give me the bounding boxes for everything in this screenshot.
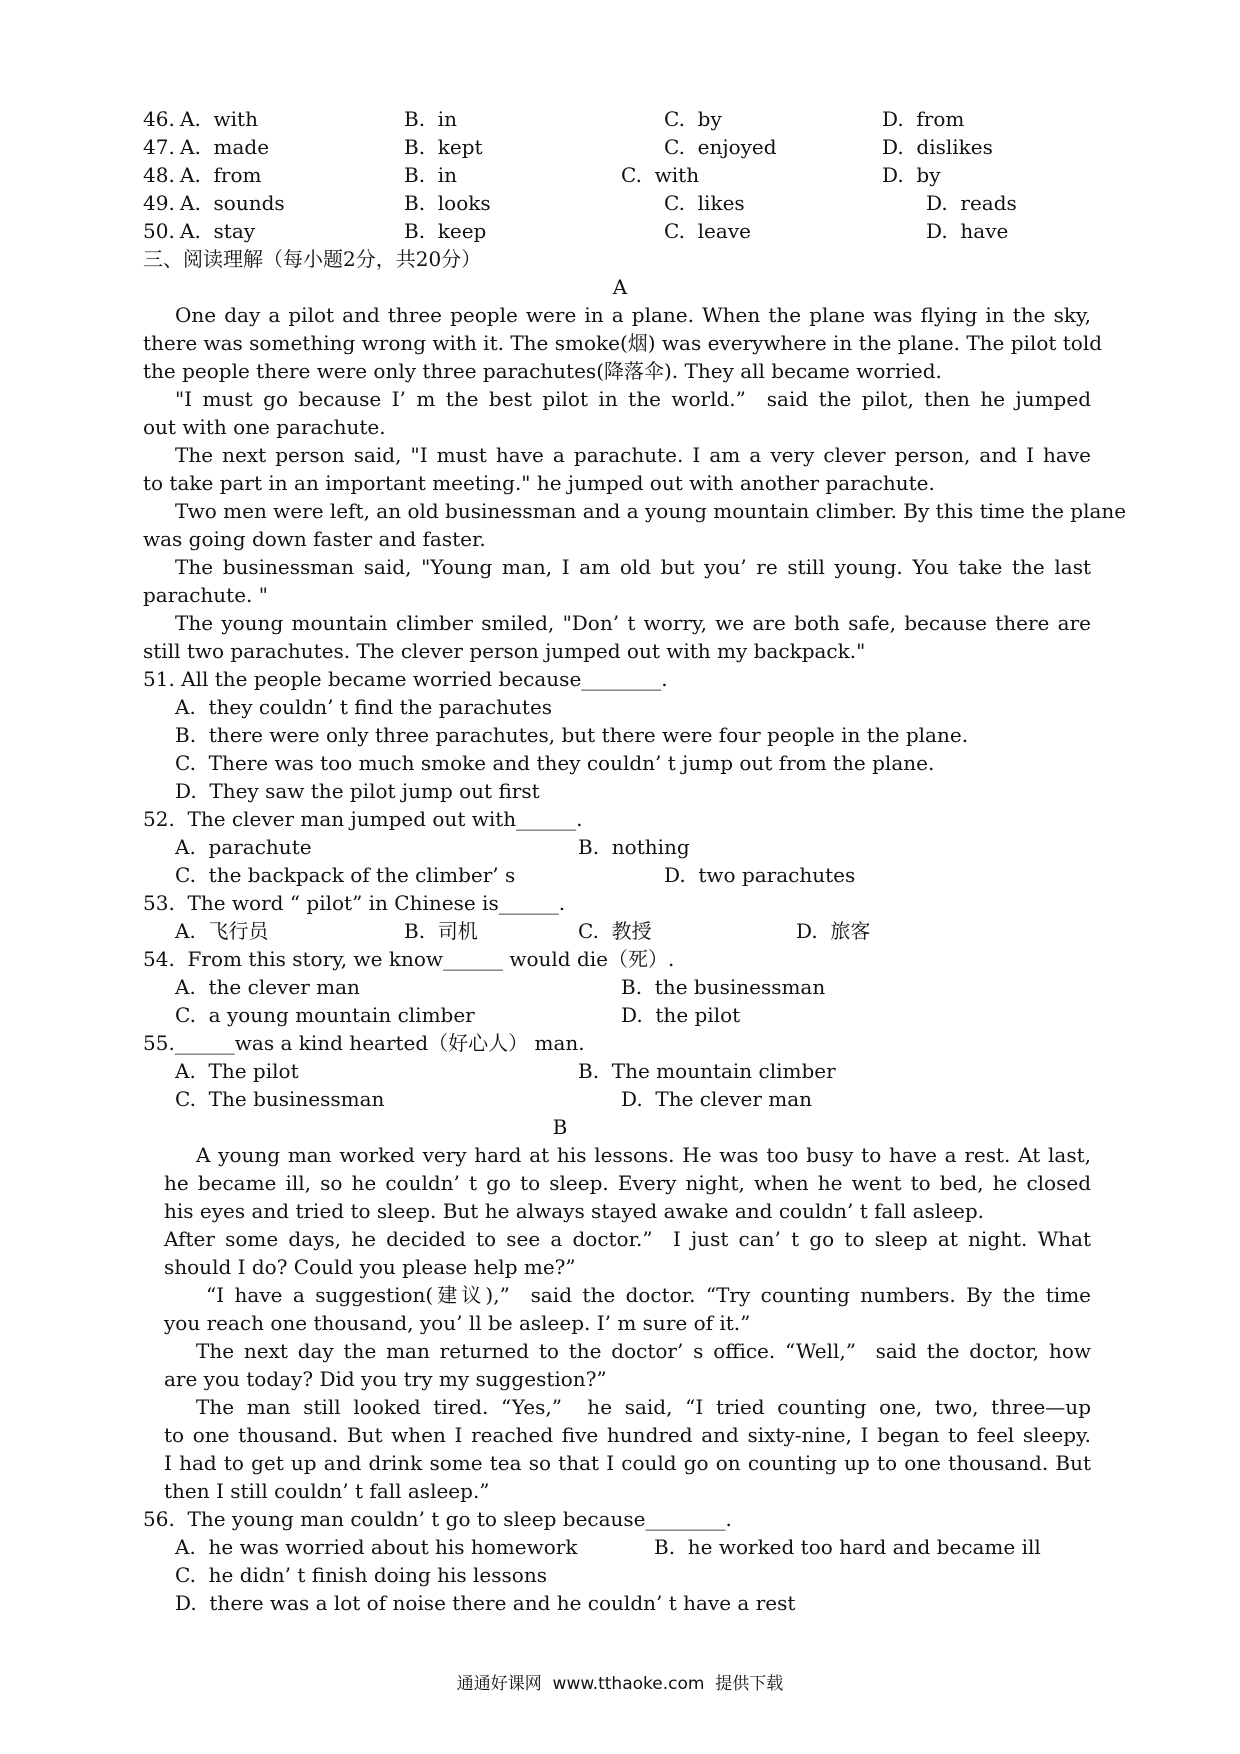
question-number: 49. <box>143 191 175 215</box>
option-a: A. made <box>180 135 270 159</box>
option-d: D. reads <box>926 191 1017 215</box>
passage-a-line: Two men were left, an old businessman and a young mountain climber. By this time the plane <box>175 499 1127 523</box>
option-d: D. by <box>882 163 941 187</box>
option-c: C. a young mountain climber <box>175 1003 475 1027</box>
option-row <box>0 1085 1240 1113</box>
passage-a-line: was going down faster and faster. <box>143 527 486 551</box>
passage-b-line: he became ill, so he couldn’ t go to sleep. Every night, when he went to bed, he closed <box>164 1171 1091 1195</box>
option-row <box>0 917 1240 945</box>
option-b: B. he worked too hard and became ill <box>654 1535 1041 1559</box>
option-a: A. he was worried about his homework <box>175 1535 578 1559</box>
question-number: 47. <box>143 135 175 159</box>
option-b: B. 司机 <box>404 919 478 943</box>
passage-b-line: A young man worked very hard at his lessons. He was too busy to have a rest. At last, <box>196 1143 1091 1167</box>
option-row <box>0 833 1240 861</box>
option-b: B. in <box>404 107 458 131</box>
option-d: D. They saw the pilot jump out first <box>175 779 540 803</box>
passage-b-line: The next day the man returned to the doctor’ s office. “Well,” said the doctor, how <box>196 1339 1091 1363</box>
passage-a-line: still two parachutes. The clever person jumped out with my backpack." <box>143 639 866 663</box>
option-a: A. stay <box>180 219 256 243</box>
passage-b-line: his eyes and tried to sleep. But he always stayed awake and couldn’ t fall asleep. <box>164 1199 985 1223</box>
option-d: D. dislikes <box>882 135 993 159</box>
option-a: A. the clever man <box>175 975 360 999</box>
option-c: C. 教授 <box>578 919 652 943</box>
passage-b-line: After some days, he decided to see a doctor.” I just can’ t go to sleep at night. What <box>164 1227 1091 1251</box>
option-c: C. leave <box>664 219 751 243</box>
question-stem: 51. All the people became worried because________. <box>143 667 668 691</box>
option-b: B. there were only three parachutes, but there were four people in the plane. <box>175 723 969 747</box>
cloze-option-row <box>0 161 1240 189</box>
passage-a-label: A <box>612 275 628 299</box>
question-number: 50. <box>143 219 175 243</box>
passage-b-line: should I do? Could you please help me?” <box>164 1255 576 1279</box>
question-stem: 56. The young man couldn’ t go to sleep because________. <box>143 1507 732 1531</box>
option-b: B. kept <box>404 135 483 159</box>
passage-a-line: to take part in an important meeting." he jumped out with another parachute. <box>143 471 935 495</box>
option-a: A. with <box>180 107 258 131</box>
passage-a-line: parachute. " <box>143 583 268 607</box>
option-d: D. there was a lot of noise there and he couldn’ t have a rest <box>175 1591 796 1615</box>
passage-a-line: there was something wrong with it. The smoke(烟) was everywhere in the plane. The pilot told <box>143 331 1103 355</box>
passage-a-line: The next person said, "I must have a parachute. I am a very clever person, and I have <box>175 443 1091 467</box>
passage-b-line: “I have a suggestion(建议),” said the doctor. “Try counting numbers. By the time <box>206 1283 1091 1307</box>
passage-a-line: out with one parachute. <box>143 415 386 439</box>
option-d: D. have <box>926 219 1009 243</box>
passage-b-line: The man still looked tired. “Yes,” he said, “I tried counting one, two, three—up <box>196 1395 1091 1419</box>
option-a: A. sounds <box>180 191 285 215</box>
option-b: B. the businessman <box>621 975 826 999</box>
passage-b-line: I had to get up and drink some tea so that I could go on counting up to one thousand. But <box>164 1451 1091 1475</box>
option-d: D. The clever man <box>621 1087 813 1111</box>
cloze-option-row <box>0 105 1240 133</box>
section-heading: 三、阅读理解（每小题2分，共20分） <box>143 247 482 271</box>
passage-a-line: The young mountain climber smiled, "Don’ t worry, we are both safe, because there are <box>175 611 1091 635</box>
passage-b-line: are you today? Did you try my suggestion?” <box>164 1367 607 1391</box>
option-c: C. the backpack of the climber’ s <box>175 863 516 887</box>
question-stem: 54. From this story, we know______ would die（死）. <box>143 947 675 971</box>
option-b: B. looks <box>404 191 491 215</box>
option-row <box>0 1057 1240 1085</box>
option-b: B. nothing <box>578 835 690 859</box>
question-number: 48. <box>143 163 175 187</box>
option-b: B. in <box>404 163 458 187</box>
option-a: A. 飞行员 <box>175 919 269 943</box>
cloze-option-row <box>0 217 1240 245</box>
option-row <box>0 973 1240 1001</box>
passage-a-line: "I must go because I’ m the best pilot in the world.” said the pilot, then he jumped <box>175 387 1091 411</box>
passage-a-line: the people there were only three parachutes(降落伞). They all became worried. <box>143 359 942 383</box>
cloze-option-row <box>0 133 1240 161</box>
option-c: C. by <box>664 107 722 131</box>
option-b: B. keep <box>404 219 487 243</box>
option-a: A. from <box>180 163 262 187</box>
option-c: C. with <box>621 163 700 187</box>
option-c: C. There was too much smoke and they couldn’ t jump out from the plane. <box>175 751 935 775</box>
option-d: D. the pilot <box>621 1003 741 1027</box>
option-row <box>0 1533 1240 1561</box>
option-d: D. from <box>882 107 965 131</box>
question-stem: 53. The word “ pilot” in Chinese is______. <box>143 891 566 915</box>
option-d: D. two parachutes <box>664 863 856 887</box>
passage-b-label: B <box>552 1115 568 1139</box>
question-stem: 55.______was a kind hearted（好心人） man. <box>143 1031 585 1055</box>
option-b: B. The mountain climber <box>578 1059 836 1083</box>
option-c: C. enjoyed <box>664 135 777 159</box>
question-number: 46. <box>143 107 175 131</box>
passage-b-line: to one thousand. But when I reached five hundred and sixty-nine, I began to feel sleepy. <box>164 1423 1091 1447</box>
option-c: C. likes <box>664 191 745 215</box>
option-row <box>0 1001 1240 1029</box>
option-c: C. he didn’ t finish doing his lessons <box>175 1563 547 1587</box>
passage-b-line: you reach one thousand, you’ ll be asleep. I’ m sure of it.” <box>164 1311 751 1335</box>
option-row <box>0 861 1240 889</box>
passage-a-line: The businessman said, "Young man, I am old but you’ re still young. You take the last <box>175 555 1091 579</box>
cloze-option-row <box>0 189 1240 217</box>
passage-b-line: then I still couldn’ t fall asleep.” <box>164 1479 490 1503</box>
option-c: C. The businessman <box>175 1087 385 1111</box>
option-a: A. they couldn’ t find the parachutes <box>175 695 553 719</box>
passage-a-line: One day a pilot and three people were in a plane. When the plane was flying in the sky, <box>175 303 1091 327</box>
option-d: D. 旅客 <box>796 919 871 943</box>
page-footer: 通通好课网 www.tthaoke.com 提供下载 <box>456 1674 784 1694</box>
question-stem: 52. The clever man jumped out with______. <box>143 807 583 831</box>
option-a: A. parachute <box>175 835 312 859</box>
option-a: A. The pilot <box>175 1059 299 1083</box>
